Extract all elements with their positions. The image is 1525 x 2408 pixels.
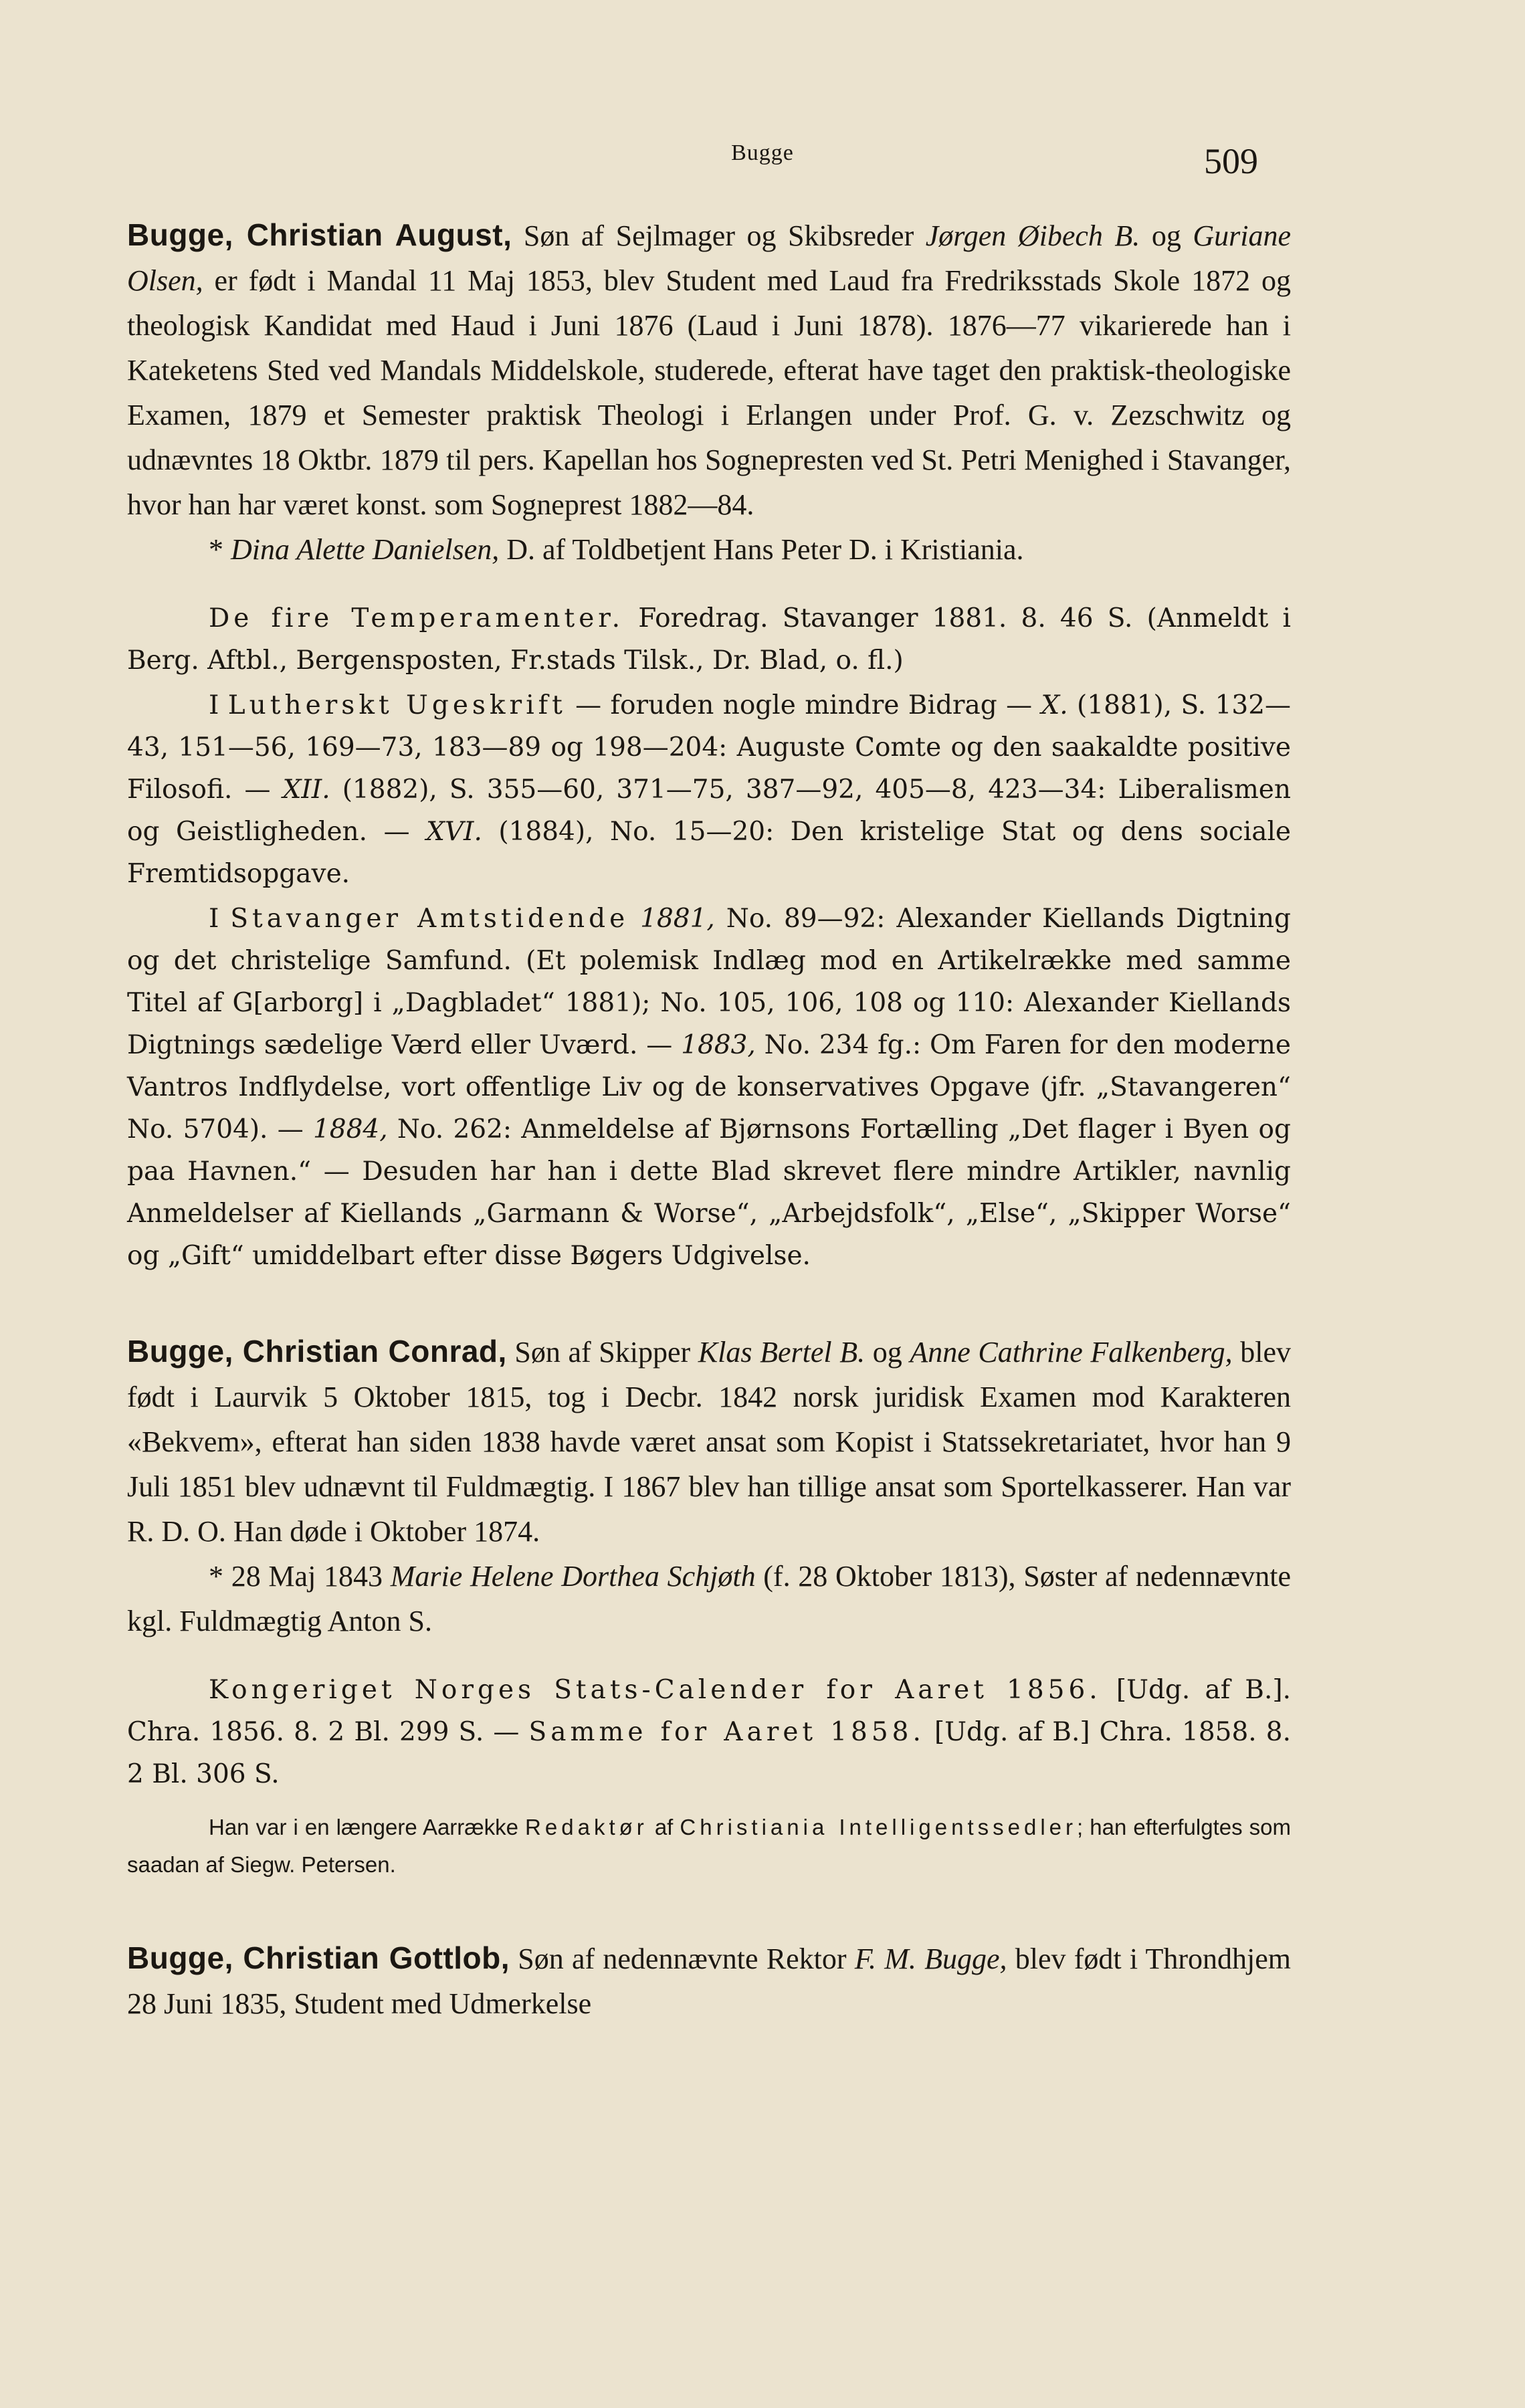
work-title: De fire Temperamenter. bbox=[209, 603, 625, 633]
journal-title: Lutherskt Ugeskrift bbox=[227, 690, 567, 720]
marriage-line: * 28 Maj 1843 Marie Helene Dorthea Schjøth (f. 28 Oktober 1813), Søster af nedennævnte kgl. Fuldmægtig Anton S. bbox=[127, 1560, 1291, 1637]
father-name: F. M. Bugge, bbox=[854, 1942, 1007, 1975]
bibliography bbox=[127, 1669, 1291, 1795]
entry-heading: Bugge, Christian August, bbox=[127, 217, 512, 252]
bibliography-item: I Stavanger Amtstidende 1881, No. 89—92: Alexander Kiellands Digtning og det christelige Samfund. (Et polemisk Indlæg mod en Artikelrække med samme Titel af G[arborg] i „Dagbladet“ 1881); No. 105, 106, 108 og 110: Alexander Kiellands Digtnings sædelige Værd eller Uværd. — 1883, No. 234 fg.: Om Faren for den moderne Vantros Indflydelse, vort offentlige Liv og de konservatives Opgave (jfr. „Stavangeren“ No. 5704). — 1884, No. 262: Anmeldelse af Bjørnsons Fortælling „Det flager i Byen og paa Havnen.“ — Desuden har han i dette Blad skrevet flere mindre Artikler, navnlig Anmeldelser af Kiellands „Garmann & Worse“, „Arbejdsfolk“, „Else“, „Skipper Worse“ og „Gift“ umiddelbart efter disse Bøgers Udgivelse. bbox=[127, 904, 1291, 1271]
running-head: Bugge bbox=[731, 140, 794, 165]
entry-christian-gottlob bbox=[127, 1936, 1291, 2026]
spouse-name: Dina Alette Danielsen, bbox=[231, 533, 500, 566]
entry-body: Bugge, Christian Conrad, Søn af Skipper Klas Bertel B. og Anne Cathrine Falkenberg, blev født i Laurvik 5 Oktober 1815, tog i Decbr. 1842 norsk juridisk Examen mod Karakteren «Bekvem», efterat han siden 1838 havde været ansat som Kopist i Statssekretariatet, hvor han 9 Juli 1851 blev udnævnt til Fuldmægtig. I 1867 blev han tillige ansat som Sportelkasserer. Han var R. D. O. Han døde i Oktober 1874. bbox=[127, 1334, 1291, 1548]
bibliography bbox=[127, 597, 1291, 1277]
mother-name: Anne Cathrine Falkenberg, bbox=[910, 1336, 1233, 1369]
editor-note: Han var i en længere Aarrække Redaktør af Christiania Intelligentssedler; han efterfulgtes som saadan af Siegw. Petersen. bbox=[127, 1815, 1292, 1877]
entry-body: Bugge, Christian August, Søn af Sejlmager og Skibsreder Jørgen Øibech B. og Guriane Olsen, er født i Mandal 11 Maj 1853, blev Student med Laud fra Fredriksstads Skole 1872 og theologisk Kandidat med Haud i Juni 1876 (Laud i Juni 1878). 1876—77 vikarierede han i Kateketens Sted ved Mandals Middelskole, studerede, efterat have taget den praktisk-theologiske Examen, 1879 et Semester praktisk Theologi i Erlangen under Prof. G. v. Zezschwitz og udnævntes 18 Oktbr. 1879 til pers. Kapellan hos Sognepresten ved St. Petri Menighed i Stavanger, hvor han har været konst. som Sogneprest 1882—84. bbox=[127, 217, 1292, 521]
entry-christian-august bbox=[127, 213, 1291, 1277]
entry-heading: Bugge, Christian Gottlob, bbox=[127, 1940, 510, 1975]
marriage-line: * Dina Alette Danielsen, D. af Toldbetjent Hans Peter D. i Kristiania. bbox=[209, 533, 1024, 566]
work-title: Samme for Aaret 1858. bbox=[528, 1717, 925, 1747]
bibliography-item: De fire Temperamenter. Foredrag. Stavanger 1881. 8. 46 S. (Anmeldt i Berg. Aftbl., Bergensposten, Fr.stads Tilsk., Dr. Blad, o. fl.) bbox=[127, 603, 1291, 676]
journal-title: Stavanger Amtstidende bbox=[230, 904, 629, 934]
mother-name: Guriane Olsen, bbox=[127, 219, 1292, 297]
work-title: Kongeriget Norges Stats-Calender for Aaret 1856. bbox=[209, 1675, 1102, 1705]
page-number: 509 bbox=[1204, 141, 1258, 181]
spouse-name: Marie Helene Dorthea Schjøth bbox=[390, 1560, 756, 1593]
father-name: Klas Bertel B. bbox=[698, 1336, 866, 1369]
entry-christian-conrad bbox=[127, 1329, 1291, 1884]
bibliography-item: I Lutherskt Ugeskrift — foruden nogle mindre Bidrag — X. (1881), S. 132—43, 151—56, 169—73, 183—89 og 198—204: Auguste Comte og den saakaldte positive Filosofi. — XII. (1882), S. 355—60, 371—75, 387—92, 405—8, 423—34: Liberalismen og Geistligheden. — XVI. (1884), No. 15—20: Den kristelige Stat og dens sociale Fremtidsopgave. bbox=[127, 690, 1292, 889]
page-content bbox=[127, 213, 1291, 2078]
father-name: Jørgen Øibech B. bbox=[925, 219, 1140, 252]
entry-heading: Bugge, Christian Conrad, bbox=[127, 1334, 507, 1369]
bibliography-item: Kongeriget Norges Stats-Calender for Aaret 1856. [Udg. af B.]. Chra. 1856. 8. 2 Bl. 299 S. — Samme for Aaret 1858. [Udg. af B.] Chra. 1858. 8. 2 Bl. 306 S. bbox=[127, 1675, 1291, 1789]
entry-body: Bugge, Christian Gottlob, Søn af nedennævnte Rektor F. M. Bugge, blev født i Throndhjem 28 Juni 1835, Student med Udmerkelse bbox=[127, 1940, 1292, 2020]
